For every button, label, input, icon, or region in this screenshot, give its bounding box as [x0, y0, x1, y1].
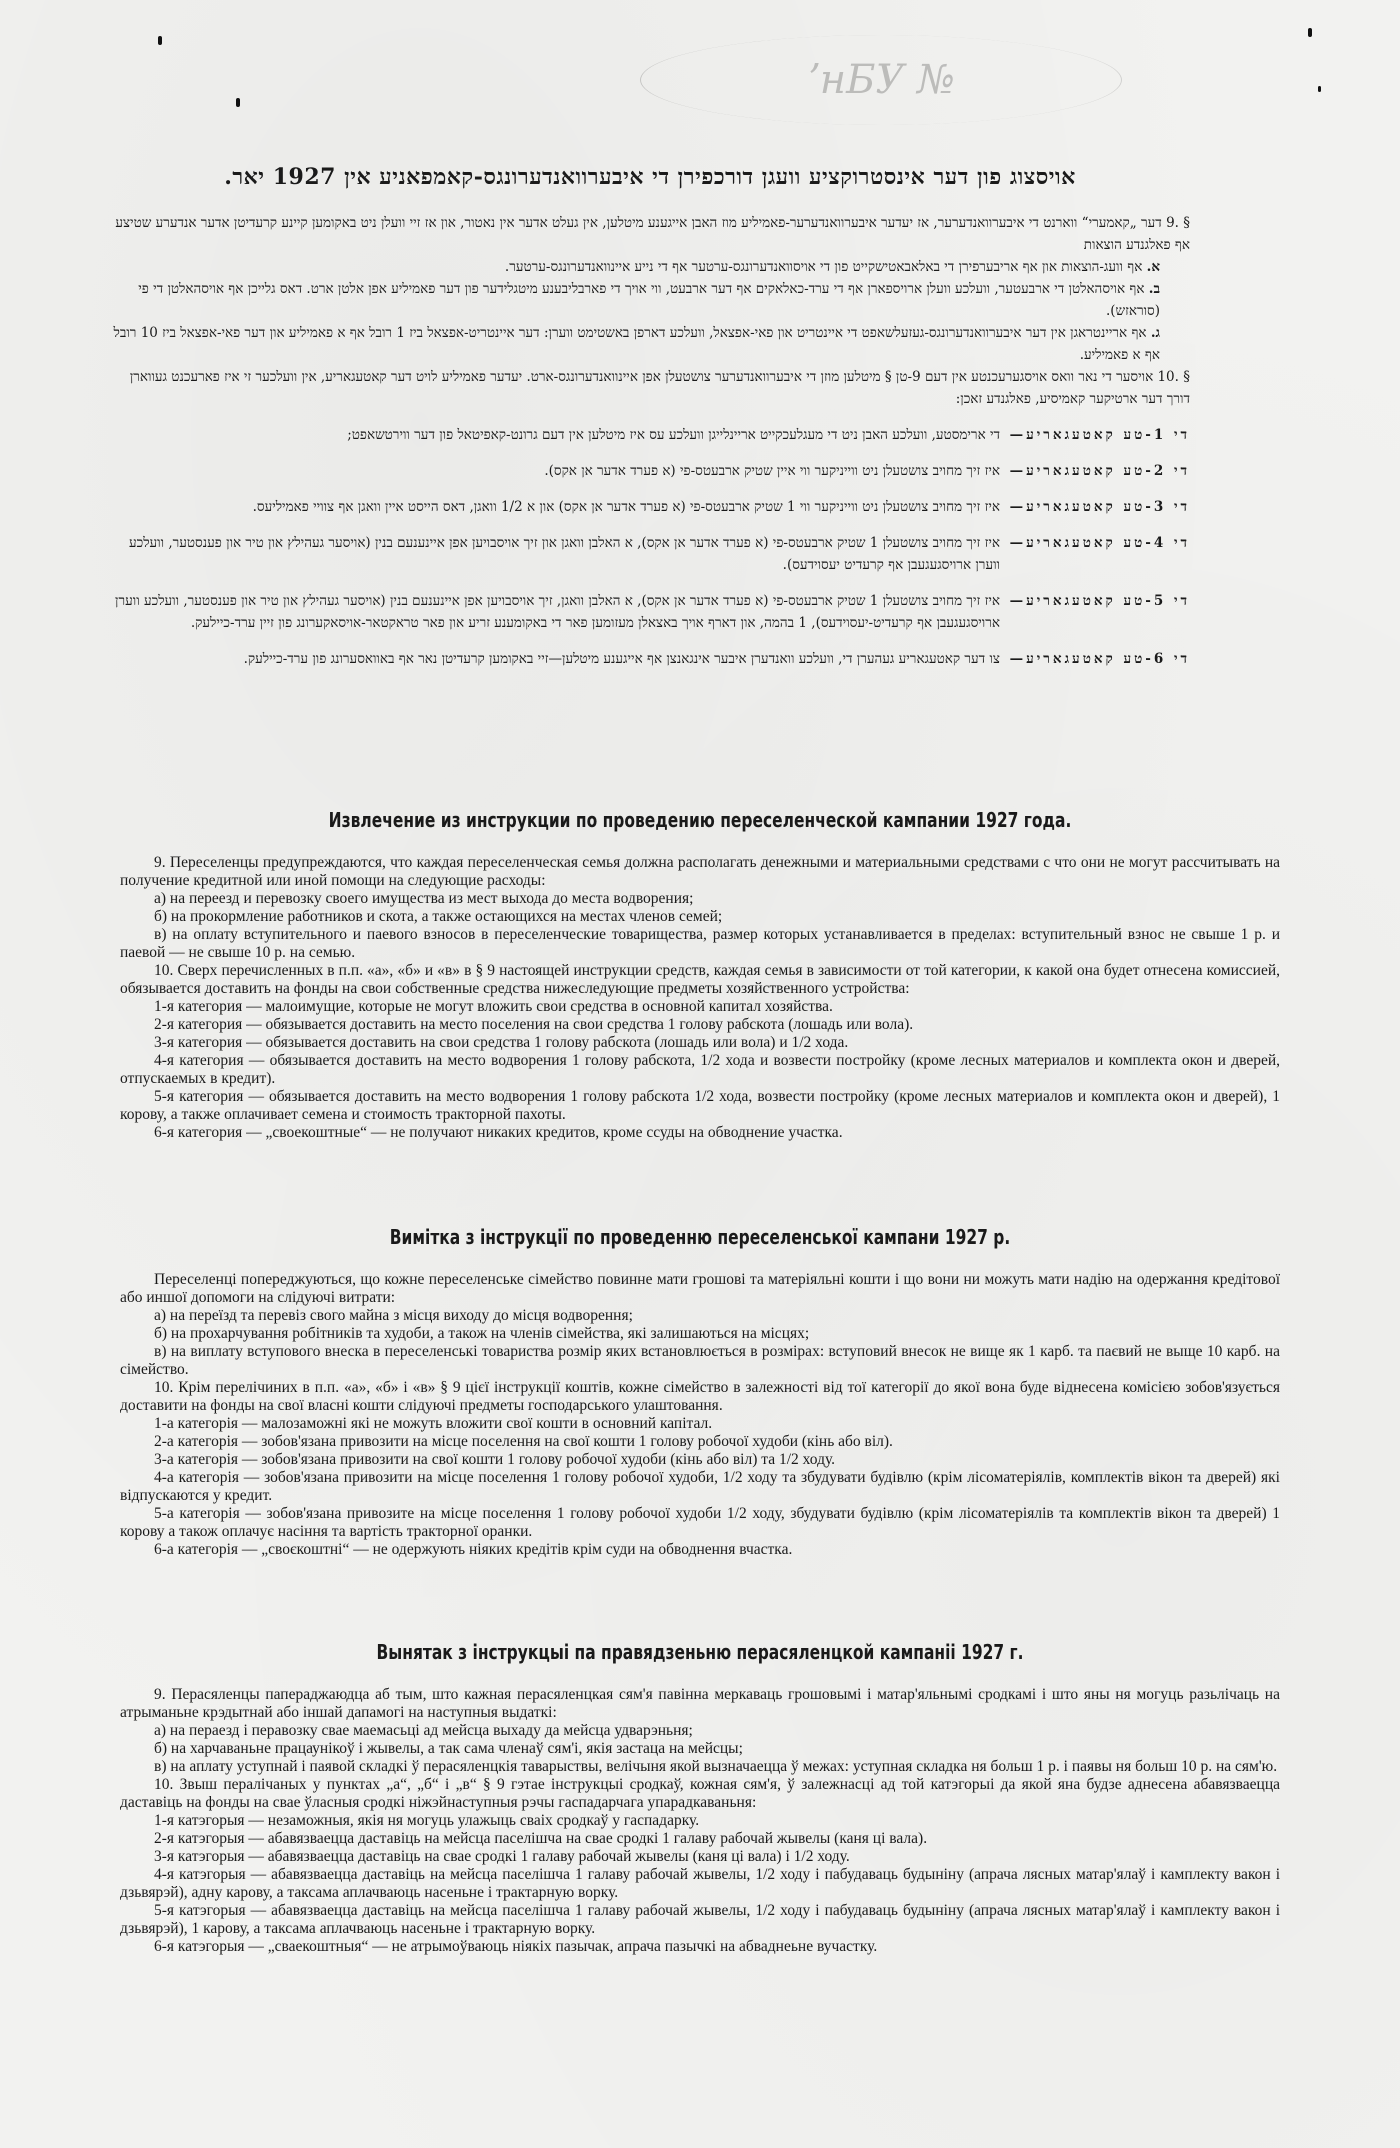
category-label: די 1-טע קאטעגאריע— [1009, 427, 1190, 443]
russian-item: в) на оплату вступительного и паевого взносов в переселенческие товарищества, размер которых устанавливается в пределах: вступительный взнос не свыше 1 р. и паевой — не свыше 10 р. на семью. [120, 926, 1280, 961]
category-text: — „сваекоштныя“ — не атрымоўваюць ніякіх пазычак, апрача пазычкі на абваднеьне вучастку. [244, 1938, 878, 1955]
yiddish-category [110, 590, 1190, 634]
belarusian-category [120, 1938, 1280, 1956]
yiddish-category [110, 424, 1190, 446]
russian-paragraph-9: 9. Переселенцы предупреждаются, что каждая переселенческая семья должна располагать денежными и материальными средствами с что они не могут рассчитывать на получение кредитной или иной помощи на следующие расходы: [120, 854, 1280, 889]
category-label: 5-я категория [154, 1088, 244, 1105]
category-text: — малоимущие, которые не могут вложить свои средства в основной капитал хозяйства. [242, 998, 833, 1015]
category-text: — абавязваецца даставіць на свае сродкі 1 галаву рабочай жывелы (каня ці вала) і 1/2 ходу. [244, 1848, 850, 1865]
belarusian-title: Вынятак з інструкцыі па правядзеньню перасяленцкой кампаніі 1927 г. [376, 1640, 1024, 1664]
yiddish-category [110, 532, 1190, 576]
russian-item: б) на прокормление работников и скота, а также остающихся на местах членов семей; [154, 908, 723, 925]
category-text: — обязывается доставить на место водворения 1 голову рабскота, 1/2 хода и возвести постройку (кроме лесных материалов и комплекта окон и дверей, отпускаемых в кредит). [120, 1052, 1280, 1087]
ukrainian-category [120, 1451, 1280, 1469]
category-label: די 2-טע קאטעגאריע— [1009, 463, 1190, 479]
category-label: 2-я категория [154, 1016, 243, 1033]
category-text: איז זיך מחויב צושטעלן ניט ווייניקער ווי איין שטיק ארבעטס-פי (א פערד אדער אן אקס). [544, 463, 1000, 479]
ukrainian-paragraph-9: Переселенці попереджуються, що кожне переселенське сімейство повинне мати грошові та матеріяльні кошти і що вони ни можуть мати надію на одержання кредітової або иншої допомоги на слідуючі витрати: [120, 1271, 1280, 1306]
russian-section [120, 808, 1280, 1142]
category-text: — „своекоштные“ — не получают никаких кредитов, кроме ссуды на обводнение участка. [242, 1124, 843, 1141]
category-label: 5-я катэгорыя [154, 1902, 246, 1919]
ink-speck [236, 98, 240, 107]
category-text: — зобов'язана привозити на місце поселення 1 голову робочої худоби, 1/2 ходу та збудувати будівлю (крім лісоматеріялів, комплектів вікон та дверей) які відпускаются у кредит. [120, 1469, 1280, 1504]
ukrainian-item: б) на прохарчування робітників та худоби, а також на членів сімейства, які залишаються на місцях; [154, 1325, 810, 1342]
ukrainian-category [120, 1505, 1280, 1541]
belarusian-item: в) на аплату уступнай і паявой складкі ў перасяленцкія таварыствы, велічыня якой вызначаецца ў межах: уступная складка ня больш 1 р. і паявы ня больш 10 р. на сям'ю. [154, 1758, 1278, 1775]
category-text: — зобов'язана привозити на свої кошти 1 голову робочої худоби (кінь або віл) та 1/2 ходу. [238, 1451, 836, 1468]
ukrainian-item: а) на переїзд та перевіз свого майна з місця виходу до місця водворення; [154, 1307, 633, 1324]
russian-title: Извлечение из инструкции по проведению переселенческой кампании 1927 года. [328, 808, 1072, 832]
category-label: 5-а категорія [154, 1505, 240, 1522]
belarusian-category [120, 1812, 1280, 1830]
ukrainian-item: в) на виплату вступового внеска в переселенські товариства розмір яких встановлюється в розмірах: вступовий внесок не вище як 1 карб. та паєвий не выще 10 карб. на сімейство. [120, 1343, 1280, 1378]
russian-paragraph-10: 10. Сверх перечисленных в п.п. «а», «б» и «в» в § 9 настоящей инструкции средств, каждая семья в зависимости от той категории, к какой она будет отнесена комиссией, обязывается доставить на фонды на свои собственные средства нижеследующие предметы хозяйственного устройства: [120, 962, 1280, 997]
category-text: — малозаможні які не можуть вложити свої кошти в основний капітал. [238, 1415, 713, 1432]
category-label: 2-я катэгорыя [154, 1830, 245, 1847]
yiddish-category [110, 648, 1190, 670]
category-label: 6-я катэгорыя [154, 1938, 245, 1955]
item-text: אף אויסהאלטן די ארבעטער, וועלכע וועלן ארויספארן אף די ערד-כאלאקים אף דער ארבעט, ווי אויך די פארבליבענע מיטגלידער פון דער פאמיליע אפן אלטן ארט. דאס גלייכן אף אויסהאלטן די פי (סוראזש). [138, 281, 1160, 319]
ukrainian-section [120, 1225, 1280, 1559]
ink-speck [1318, 86, 1321, 92]
russian-category [120, 1088, 1280, 1124]
yiddish-item [110, 322, 1160, 366]
belarusian-category [120, 1830, 1280, 1848]
category-text: די ארימסטע, וועלכע האבן ניט די מעגלעכקייט אריינלייגן וועלכע עס איז מיטלען אין דעם גרונט-קאפיטאל פון דער ווירטשאפט; [347, 427, 1000, 443]
yiddish-paragraph-10: § .10 אויסער די נאר וואס אויסגערעכנטע אין דעם 9-טן § מיטלען מוזן די איבערוואנדערער צושטעלן אפן איינוואנדערונגס-ארט. יעדער פאמיליע לויט דער קאטעגאריע, אין וועלכער זי איז פארעכנט געווארן דורך דער ארטיקער קאמיסיע, פאלגנדע זאכן: [129, 369, 1190, 407]
category-label: 1-я катэгорыя [154, 1812, 245, 1829]
russian-category [120, 1016, 1280, 1034]
russian-category [120, 1052, 1280, 1088]
category-label: 2-а категорія [154, 1433, 239, 1450]
category-label: די 6-טע קאטעגאריע— [1009, 651, 1190, 667]
ukrainian-title: Вимітка з інструкції по проведенню переселенської кампани 1927 р. [389, 1225, 1011, 1249]
russian-category [120, 1034, 1280, 1052]
category-text: איז זיך מחויב צושטעלן 1 שטיק ארבעטס-פי (א פערד אדער אן אקס), א האלבן וואגן און זיך אויסבויען אפן איינענעם בנין (אויסער געהילץ און טיר און פענסטער, וועלכע ווערן ארויסגעגעבן אף קרעדיט יעסוידעס). [128, 535, 1000, 573]
ink-speck [1308, 28, 1312, 37]
belarusian-item: б) на харчаваньне працаунікоў і жывелы, а так сама членаў сям'і, якія застаца на мейсцы; [154, 1740, 743, 1757]
ink-speck [158, 36, 162, 45]
category-label: 1-я категория [154, 998, 243, 1015]
belarusian-section [120, 1640, 1280, 1956]
yiddish-category [110, 460, 1190, 482]
category-label: די 5-טע קאטעגאריע— [1009, 593, 1190, 609]
russian-item: а) на переезд и перевозку своего имущества из мест выхода до места водворения; [154, 890, 694, 907]
category-label: 1-а категорія [154, 1415, 239, 1432]
ukrainian-category [120, 1433, 1280, 1451]
item-marker: ב. [1148, 281, 1160, 297]
item-text: אף וועג-הוצאות און אף אריבערפירן די באלאבאטישקייט פון די אויסוואנדערונגס-ערטער אף די נייע איינוואנדערונגס-ערטער. [504, 259, 1143, 275]
category-label: 3-я катэгорыя [154, 1848, 245, 1865]
category-label: 4-я категория [154, 1052, 244, 1069]
russian-category [120, 998, 1280, 1016]
belarusian-category [120, 1902, 1280, 1938]
category-text: — незаможныя, якія ня могуць улажыць сваіх сродкаў у гаспадарку. [244, 1812, 700, 1829]
belarusian-category [120, 1848, 1280, 1866]
item-marker: א. [1146, 259, 1160, 275]
belarusian-paragraph-10: 10. Звыш пералічаных у пунктах „а“, „б“ і „в“ § 9 гэтае інструкцыі сродкаў, кожная сям'я, ў залежнасці ад той катэгорыі да якой яна будзе аднесена абавязваецца даставіць на фонды на свае ўласныя сродкі ніжэйнаступныя рэчы гаспадарчага упарадкаваньня: [120, 1776, 1280, 1811]
item-marker: ג. [1150, 325, 1160, 341]
yiddish-category [110, 496, 1190, 518]
yiddish-title: אויסצוג פון דער אינסטרוקציע וועגן דורכפירן די איבערוואנדערונגס-קאמפאניע אין 1927 יאר. [224, 164, 1076, 190]
belarusian-paragraph-9: 9. Перасяленцы папераджаюдца аб тым, што кажная перасяленцкая сям'я павінна меркаваць грошовымі і матар'яльнымі сродкамі і што яны ня могуць разьлічаць на атрыманьне крэдытнай або іншай дапамогі на наступныя выдаткі: [120, 1686, 1280, 1721]
category-text: איז זיך מחויב צושטעלן 1 שטיק ארבעטס-פי (א פערד אדער אן אקס), א האלבן וואגן, זיך אויסבויען אפן איינענעם בנין (אויסער געהילץ און טיר און פענסטער, וועלכע ווערן ארויסגעגעבן אף קרעדיט-יעסוידעס), 1 בהמה, און דארף אויך באצאלן מעזומען פאר די באקומענע זריע און פאר טראקטאר-אויסאקערונג פון זיין ערד-כיילעק. [115, 593, 1000, 631]
category-text: — обязывается доставить на свои средства 1 голову рабскота (лошадь или вола) и 1/2 хода. [242, 1034, 849, 1051]
category-label: 6-я категория [154, 1124, 243, 1141]
yiddish-item [110, 256, 1160, 278]
category-text: — „своєкоштні“ — не одержують ніяких кредітів крім суди на обводнення вчастка. [238, 1541, 793, 1558]
category-label: 3-а категорія [154, 1451, 239, 1468]
category-text: איז זיך מחויב צושטעלן ניט ווייניקער ווי 1 שטיק ארבעטס-פי (א פערד אדער אן אקס) און א 1/2 וואגן, דאס הייסט איין וואגן אף צוויי פאמיליעס. [252, 499, 1000, 515]
ukrainian-paragraph-10: 10. Крім перелічиних в п.п. «а», «б» і «в» § 9 цієї інструкції коштів, кожне сімейство в залежності від тої категорії до якої вона буде віднесена комісією зобов'язується доставити на фонды на свої власні кошти слідуючі предметы господарського улаштовання. [120, 1379, 1280, 1414]
ukrainian-category [120, 1469, 1280, 1505]
category-text: צו דער קאטעגאריע געהערן די, וועלכע וואנדערן איבער אינגאנצן אף אייגענע מיטלען—זיי באקומען קרעדיטן נאר אף באוואסערונג פון ערד-כיילעק. [243, 651, 1000, 667]
category-label: די 3-טע קאטעגאריע— [1009, 499, 1190, 515]
category-text: — зобов'язана привозите на місце поселення 1 голову робочої худоби 1/2 ходу, збудувати будівлю (крім лісоматеріялів та комплектів вікон та дверей) 1 корову а також оплачує насіння та вартість тракторної оранки. [120, 1505, 1280, 1540]
category-label: 3-я категория [154, 1034, 243, 1051]
yiddish-item [110, 278, 1160, 322]
category-label: די 4-טע קאטעגאריע— [1009, 535, 1190, 551]
category-text: — абавязваецца даставіць на мейсца паселішча на свае сродкі 1 галаву рабочай жывелы (каня ці вала). [244, 1830, 928, 1847]
russian-category [120, 1124, 1280, 1142]
category-text: — зобов'язана привозити на місце поселення на свої кошти 1 голову робочої худоби (кінь або віл). [238, 1433, 893, 1450]
category-text: — абавязваецца даставіць на мейсца паселішча 1 галаву рабочай жывелы, 1/2 ходу і пабудаваць будыніну (апрача лясных матар'ялаў і камплекту вакон і дзьвярэй), адну карову, а таксама аплачваюць насеньне і трактарную ворку. [120, 1866, 1280, 1901]
item-text: אף אריינטראגן אין דער איבערוואנדערונגס-געזעלשאפט די איינטריט און פאי-אפצאל, וועלכע דארפן באשטימט ווערן: דער איינטריט-אפצאל ביז 1 רובל אף א פאמיליע און דער פאי-אפצאל ביז 10 רובל אף א פאמיליע. [113, 325, 1160, 363]
category-label: 4-а категорія [154, 1469, 239, 1486]
belarusian-category [120, 1866, 1280, 1902]
category-text: — обязывается доставить на место поселения на свои средства 1 голову рабскота (лошадь или вола). [242, 1016, 914, 1033]
ukrainian-category [120, 1541, 1280, 1559]
ukrainian-category [120, 1415, 1280, 1433]
handwritten-archive-mark: ʼнБУ № [640, 35, 1122, 125]
yiddish-paragraph-9: § .9 דער „קאמערי“ ווארנט די איבערוואנדערער, אז יעדער איבערוואנדערער-פאמיליע מוז האבן אייגענע מיטלען, אין געלט אדער אין נאטור, און אז זיי וועלן ניט באקומען קיינע קרעדיטן אדער אנדערע שטיצע אף פאלגנדע הוצאות [115, 215, 1190, 253]
category-label: 6-а категорія [154, 1541, 239, 1558]
category-text: — обязывается доставить на место водворения 1 голову рабскота 1/2 хода, возвести постройку (кроме лесных материалов и комплекта окон и дверей), 1 корову, а также оплачивает семена и стоимость тракторной пахоты. [120, 1088, 1280, 1123]
category-text: — абавязваецца даставіць на мейсца паселішча 1 галаву рабочай жывелы, 1/2 ходу і пабудаваць будыніну (апрача лясных матар'ялаў і камплекту вакон і дзьвярэй), 1 карову, а таксама аплачваюць насеньне і трактарную ворку. [120, 1902, 1280, 1937]
yiddish-section [110, 158, 1190, 670]
category-label: 4-я катэгорыя [154, 1866, 246, 1883]
belarusian-item: а) на пераезд і перавозку свае маемасьці ад мейсца выхаду да мейсца удварэньня; [154, 1722, 693, 1739]
